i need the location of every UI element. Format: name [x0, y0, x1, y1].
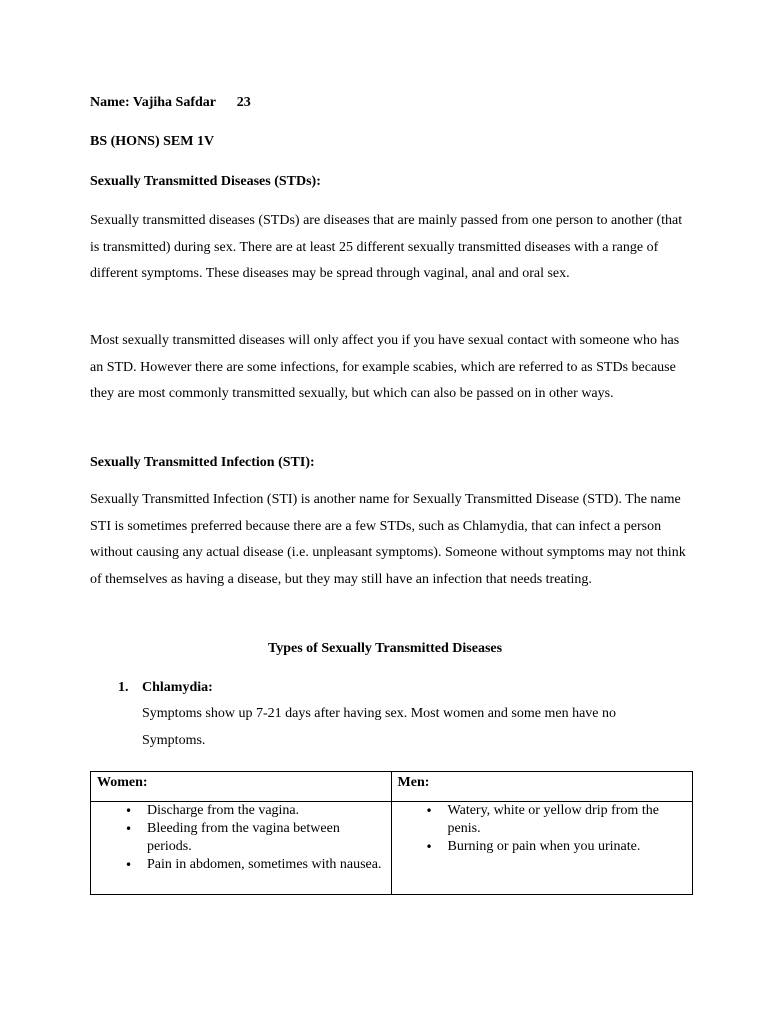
std-paragraph-1: Sexually transmitted diseases (STDs) are diseases that are mainly passed from one person to another (that is transmitted) during sex. There are at least 25 different sexually transmitted diseases with a range of different symptoms. These diseases may be spread through vaginal, anal and oral sex.	[90, 213, 683, 282]
men-column-header: Men:	[391, 772, 692, 802]
women-symptoms-list	[97, 802, 385, 874]
list-item: • Discharge from the vagina.	[147, 802, 385, 820]
list-item: • Watery, white or yellow drip from the penis.	[448, 802, 686, 838]
table-header-row	[91, 772, 693, 802]
student-name-line: Name: Vajiha Safdar 23	[90, 95, 251, 110]
types-section-heading: Types of Sexually Transmitted Diseases	[267, 641, 503, 656]
std-section-heading: Sexually Transmitted Diseases (STDs):	[90, 174, 321, 189]
symptoms-table	[90, 771, 693, 895]
women-symptoms-cell	[91, 802, 392, 895]
list-item-text: Symptoms show up 7-21 days after having sex. Most women and some men have no Symptoms.	[142, 706, 616, 748]
table-row	[91, 802, 693, 895]
women-column-header: Women:	[91, 772, 392, 802]
list-item: • Pain in abdomen, sometimes with nausea.	[147, 856, 385, 874]
program-line: BS (HONS) SEM 1V	[90, 134, 215, 149]
list-item-number: 1.	[118, 680, 129, 695]
men-symptoms-list	[398, 802, 686, 856]
list-item: • Burning or pain when you urinate.	[448, 838, 686, 856]
sti-section-heading: Sexually Transmitted Infection (STI):	[90, 455, 315, 470]
std-paragraph-2: Most sexually transmitted diseases will only affect you if you have sexual contact with someone who has an STD. However there are some infections, for example scabies, which are referred to as STDs because they are most commonly transmitted sexually, but which can also be passed on in other ways.	[90, 333, 680, 402]
list-item: • Bleeding from the vagina between periods.	[147, 820, 385, 856]
men-symptoms-cell	[391, 802, 692, 895]
sti-paragraph: Sexually Transmitted Infection (STI) is another name for Sexually Transmitted Disease (STD). The name STI is sometimes preferred because there are a few STDs, such as Chlamydia, that can infect a person without causing any actual disease (i.e. unpleasant symptoms). Someone without symptoms may not think of themselves as having a disease, but they may still have an infection that needs treating.	[90, 492, 686, 587]
list-item-title: Chlamydia:	[142, 680, 213, 695]
